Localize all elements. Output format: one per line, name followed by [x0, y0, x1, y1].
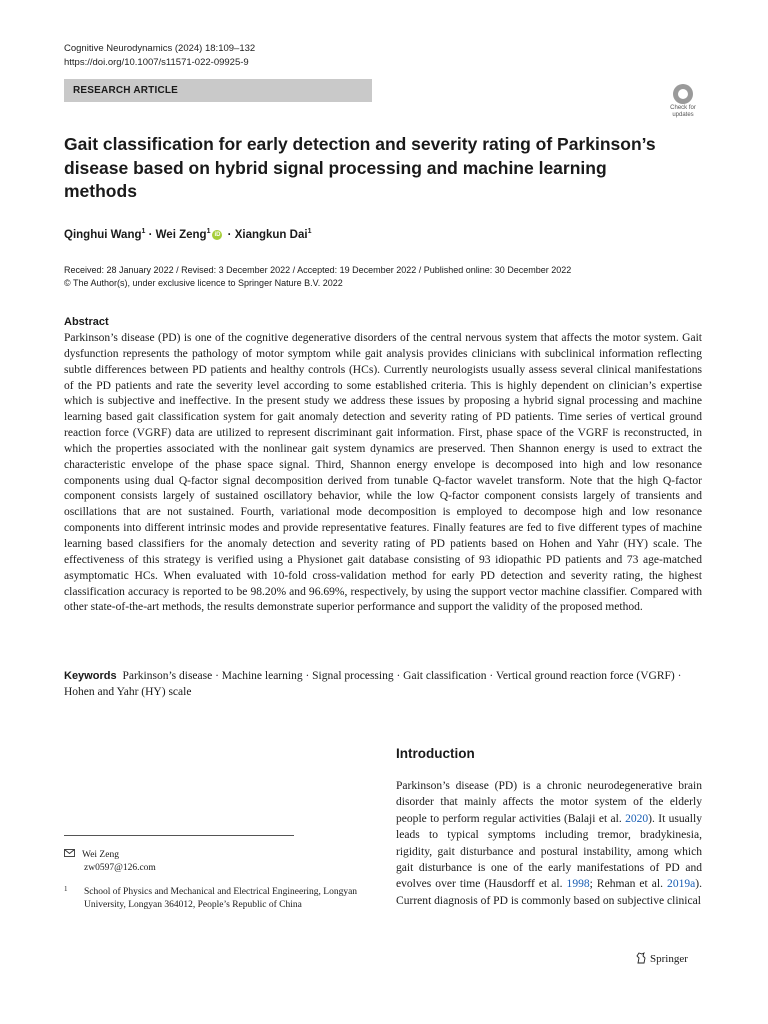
citation-link[interactable]: 1998	[566, 878, 590, 891]
author-3-affiliation-marker: 1	[307, 228, 312, 235]
keywords-label: Keywords	[64, 670, 117, 682]
copyright-notice: © The Author(s), under exclusive licence to Springer Nature B.V. 2022	[64, 278, 343, 288]
corresponding-author-name: Wei Zeng	[82, 850, 119, 860]
check-updates-label: Check for updates	[670, 105, 696, 118]
abstract-body: Parkinson’s disease (PD) is one of the cognitive degenerative disorders of the central nervous system that affects the motor system. Gait dysfunction represents the pathology of motor symptom while gait analysis provides clinicians with subclinical information reflecting subtle differences between PD patients and healthy controls (HCs). Currently neurologists usually assess several clinical manifestations of the PD patients and rate the severity level according to some established criteria. This is highly dependent on clinician’s expertise which is subjective and ineffective. In the present study we address these issues by proposing a hybrid signal processing and machine learning based gait classification system for gait anomaly detection and severity rating of PD patients. Time series of vertical ground reaction force (VGRF) data are utilized to represent discriminant gait information. First, phase space of the VGRF is reconstructed, in which the properties associated with the nonlinear gait system dynamics are preserved. Then Shannon energy is used to extract the characteristic envelope of the phase space signal. Third, Shannon energy envelope is decomposed into high and low resonance components using dual Q-factor signal decomposition derived from tunable Q-factor wavelet transform. Note that the high Q-factor component consists largely of sustained oscillatory behavior, while the low Q-factor component consists largely of transients and oscillations that are not sustained. Fourth, variational mode decomposition is employed to decompose high and low resonance components into different intrinsic modes and provide representative features. Finally features are fed to five different types of machine learning based classifiers for the anomaly detection and severity rating of PD patients based on Hohen and Yahr (HY) scale. The effectiveness of this strategy is verified using a Physionet gait database consisting of 93 idiopathic PD patients and 73 age-matched asymptomatic HCs. When evaluated with 10-fold cross-validation method for early PD detection and severity rating, the highest classification accuracy is reported to be 98.20% and 96.69%, respectively, by using the support vector machine classifier. Compared with other state-of-the-art methods, the results demonstrate superior performance and support the validity of the proposed method.	[64, 332, 702, 614]
author-3[interactable]: Xiangkun Dai	[234, 228, 308, 241]
citation-link[interactable]: 2020	[625, 812, 649, 825]
citation-link[interactable]: 2019a	[667, 878, 696, 891]
footnote-divider	[64, 835, 294, 836]
article-type-banner	[64, 79, 372, 102]
intro-text: ; Rehman et al.	[589, 878, 663, 891]
author-2-affiliation-marker: 1	[206, 228, 211, 235]
keywords	[64, 668, 702, 700]
corresponding-author	[64, 849, 119, 862]
springer-horse-icon	[636, 952, 646, 964]
journal-citation: Cognitive Neurodynamics (2024) 18:109–132	[64, 43, 256, 54]
keywords-list: Parkinson’s disease · Machine learning · Signal processing · Gait classification · Vertical ground reaction force (VGRF) · Hohen and Yahr (HY) scale	[64, 670, 682, 698]
affiliation-number: 1	[64, 885, 68, 893]
check-updates-icon	[673, 84, 693, 104]
affiliation-text: School of Physics and Mechanical and Electrical Engineering, Longyan University, Longyan 364012, People’s Republic of China	[84, 887, 358, 910]
author-1[interactable]: Qinghui Wang	[64, 228, 142, 241]
introduction-body	[396, 778, 702, 909]
author-2[interactable]: Wei Zeng	[155, 228, 207, 241]
envelope-icon	[64, 849, 76, 862]
publication-dates: Received: 28 January 2022 / Revised: 3 December 2022 / Accepted: 19 December 2022 / Published online: 30 December 2022	[64, 265, 572, 275]
orcid-icon[interactable]: iD	[214, 231, 221, 238]
author-separator: ·	[224, 228, 235, 241]
intro-text: ). Current diagnosis of PD is commonly based on subjective clinical	[396, 878, 703, 907]
check-for-updates-badge[interactable]	[664, 84, 702, 124]
introduction-heading: Introduction	[396, 746, 475, 761]
doi-link[interactable]: https://doi.org/10.1007/s11571-022-09925-9	[64, 57, 249, 68]
author-list	[64, 224, 311, 243]
author-1-affiliation-marker: 1	[141, 228, 146, 235]
intro-text: ). It usually leads to typical symptoms including tremor, bradykinesia, rigidity, gait disturbance and postural instability, among which gait disturbance is one of the early manifestations of PD and evolves over time (Hausdorff et al.	[396, 812, 703, 891]
publisher-logo	[636, 952, 688, 966]
article-type-label: RESEARCH ARTICLE	[73, 85, 179, 96]
abstract-heading: Abstract	[64, 316, 109, 328]
publisher-name: Springer	[650, 953, 688, 965]
author-separator: ·	[145, 228, 156, 241]
intro-text: Parkinson’s disease (PD) is a chronic neurodegenerative brain disorder that mainly affects the motor system of the elderly people to perform regular activities (Balaji et al.	[396, 780, 702, 825]
corresponding-author-email[interactable]: zw0597@126.com	[84, 863, 156, 873]
article-title: Gait classification for early detection and severity rating of Parkinson’s disease based on hybrid signal processing and machine learning methods	[64, 134, 656, 201]
